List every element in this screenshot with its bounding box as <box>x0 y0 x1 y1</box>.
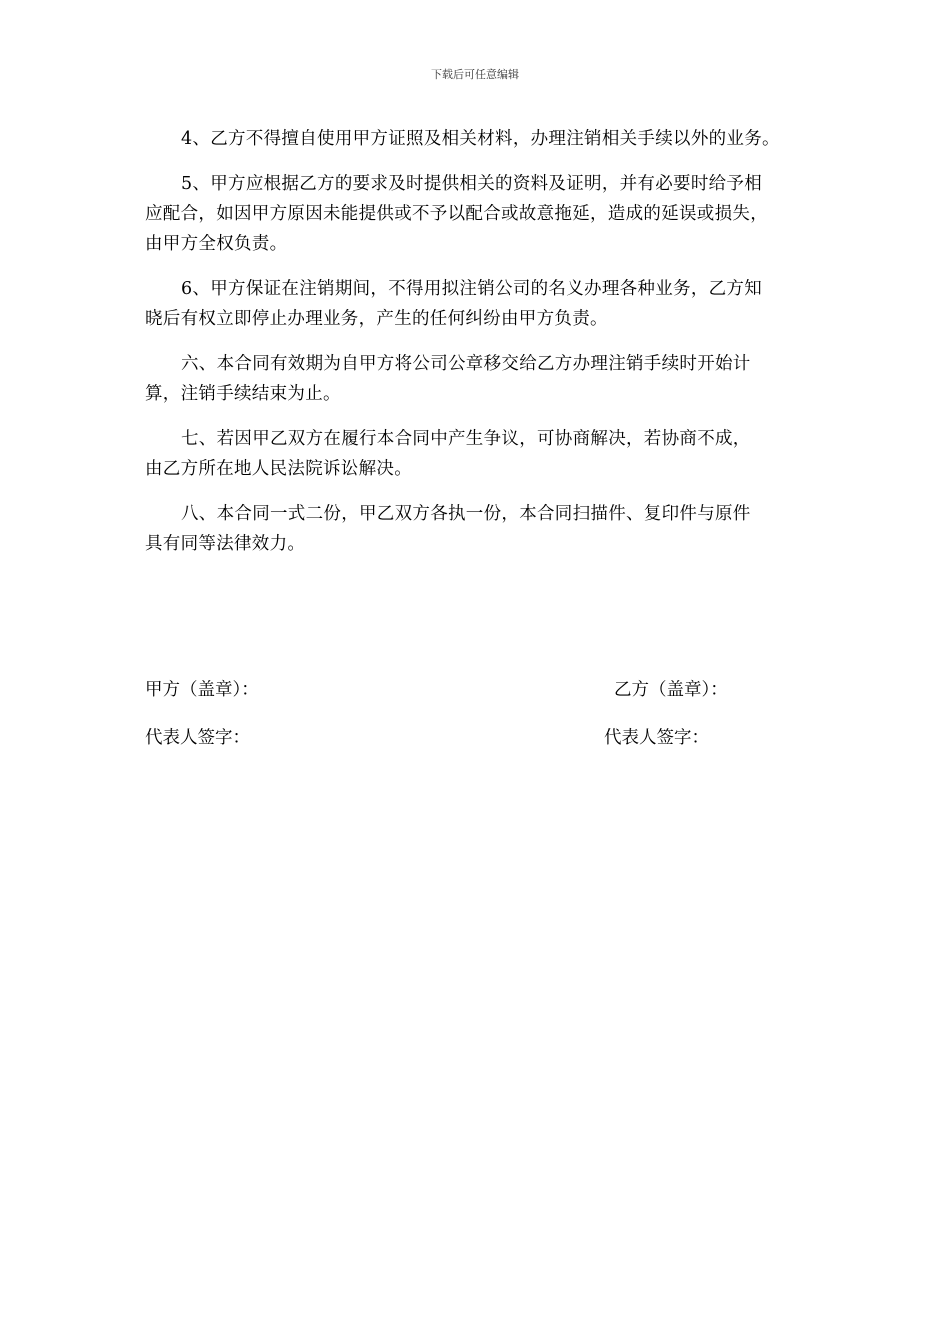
page-header: 下载后可任意编辑 <box>431 68 519 81</box>
clause-line: 算，注销手续结束为止。 <box>145 384 341 404</box>
clause-line: 六、本合同有效期为自甲方将公司公章移交给乙方办理注销手续时开始计 <box>181 354 751 374</box>
clause-line: 6、甲方保证在注销期间，不得用拟注销公司的名义办理各种业务，乙方知 <box>181 279 763 299</box>
clause-4 <box>145 124 815 154</box>
clause-eight-copies <box>145 499 815 559</box>
clause-seven-dispute <box>145 424 815 484</box>
clause-line: 5、甲方应根据乙方的要求及时提供相关的资料及证明，并有必要时给予相 <box>181 174 763 194</box>
party-a-seal-label: 甲方（盖章）： <box>145 680 259 700</box>
clause-line: 七、若因甲乙双方在履行本合同中产生争议，可协商解决，若协商不成， <box>181 429 751 449</box>
party-b-seal-label: 乙方（盖章）： <box>614 680 728 700</box>
clause-line: 晓后有权立即停止办理业务，产生的任何纠纷由甲方负责。 <box>145 309 608 329</box>
clause-line: 4、乙方不得擅自使用甲方证照及相关材料，办理注销相关手续以外的业务。 <box>181 129 780 149</box>
clause-line: 应配合，如因甲方原因未能提供或不予以配合或故意拖延，造成的延误或损失， <box>145 204 768 224</box>
party-b-representative-label: 代表人签字： <box>604 728 709 748</box>
contract-body <box>145 124 815 574</box>
clause-six-validity <box>145 349 815 409</box>
clause-line: 由乙方所在地人民法院诉讼解决。 <box>145 459 412 479</box>
party-a-representative-label: 代表人签字： <box>145 728 250 748</box>
clause-line: 由甲方全权负责。 <box>145 234 288 254</box>
clause-line: 具有同等法律效力。 <box>145 534 306 554</box>
clause-6 <box>145 274 815 334</box>
clause-line: 八、本合同一式二份，甲乙双方各执一份，本合同扫描件、复印件与原件 <box>181 504 751 524</box>
clause-5 <box>145 169 815 259</box>
